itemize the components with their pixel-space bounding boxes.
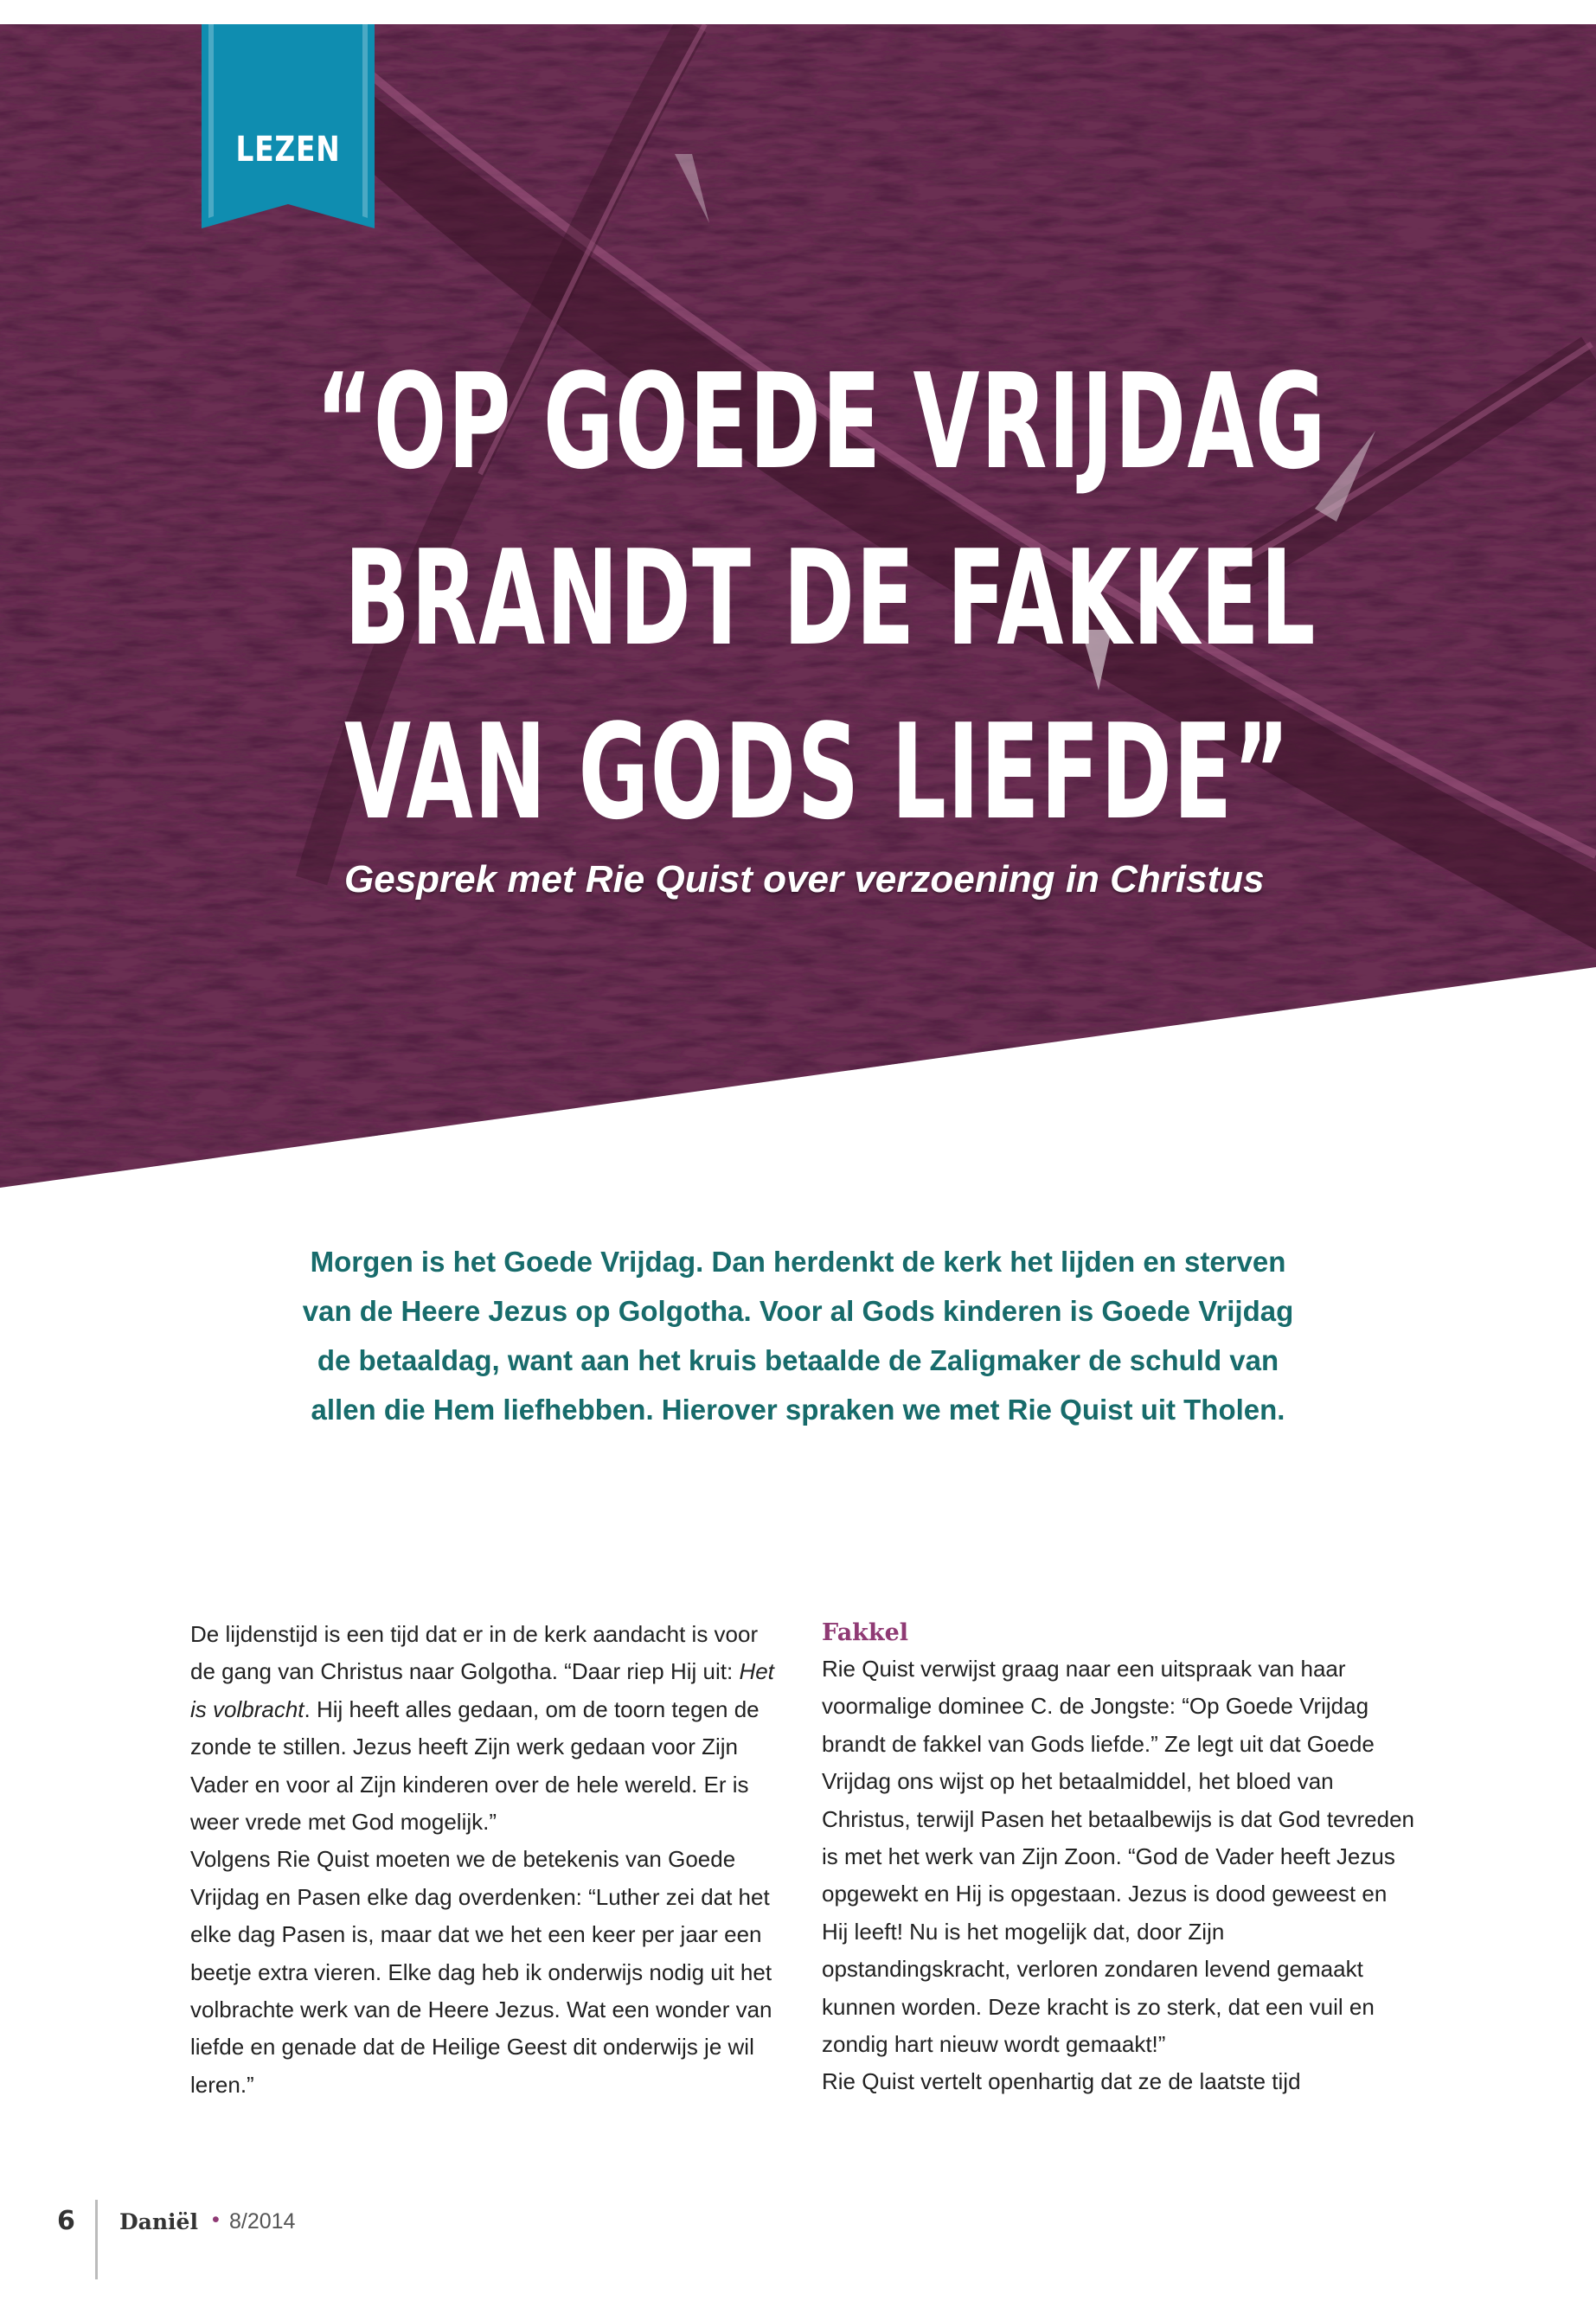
footer-divider <box>95 2200 98 2279</box>
page-number: 6 <box>57 2206 75 2236</box>
headline-line-2: BRANDT DE FAKKEL <box>344 522 1317 675</box>
article-column-right <box>822 1616 1419 2101</box>
section-label: LEZEN <box>235 130 341 170</box>
body-paragraph <box>190 1616 787 1841</box>
paragraph-text: . Hij heeft alles gedaan, om de toorn tegen de zonde te stillen. Jezus heeft Zijn werk gedaan voor Zijn Vader en voor al Zijn kinderen over de hele wereld. Er is weer vrede met God mogelijk.” <box>190 1695 760 1836</box>
headline-line-1: “OP GOEDE VRIJDAG <box>316 345 1327 498</box>
quote-emphasis: Het is volbracht <box>190 1658 774 1722</box>
intro-paragraph: Morgen is het Goede Vrijdag. Dan herdenkt de kerk het lijden en sterven van de Heere Jezus op Golgotha. Voor al Gods kinderen is Goede Vrijdag de betaaldag, want aan het kruis betaalde de Zaligmaker de schuld van allen die Hem liefhebben. Hierover spraken we met Rie Quist uit Tholen. <box>302 1246 1294 1426</box>
body-paragraph: Rie Quist verwijst graag naar een uitspraak van haar voormalige dominee C. de Jongste: “Op Goede Vrijdag brandt de fakkel van Gods liefde.” Ze legt uit dat Goede Vrijdag ons wijst op het betaalmiddel, het bloed van Christus, terwijl Pasen het betaalbewijs is dat God tevreden is met het werk van Zijn Zoon. “God de Vader heeft Jezus opgewekt en Hij is opgestaan. Jezus is dood geweest en Hij leeft! Nu is het mogelijk dat, door Zijn opstandingskracht, verloren zondaren levend gemaakt kunnen worden. Deze kracht is zo sterk, dat een vuil en zondig hart nieuw wordt gemaakt!” <box>822 1656 1415 2058</box>
body-paragraph: Volgens Rie Quist moeten we de betekenis van Goede Vrijdag en Pasen elke dag overdenken: “Luther zei dat het elke dag Pasen is, maar dat we het een keer per jaar een beetje extra vieren. Elke dag heb ik onderwijs nodig uit het volbrachte werk van de Heere Jezus. Wat een wonder van liefde en genade dat de Heilige Geest dit onderwijs je wil leren.” <box>190 1846 772 2098</box>
section-heading: Fakkel <box>822 1619 909 1646</box>
headline-subtitle: Gesprek met Rie Quist over verzoening in Christus <box>344 858 1265 901</box>
section-ribbon <box>202 24 375 228</box>
paragraph-text: De lijdenstijd is een tijd dat er in de kerk aandacht is voor de gang van Christus naar Golgotha. “Daar riep Hij uit: <box>190 1621 759 1685</box>
issue-number: 8/2014 <box>229 2209 296 2234</box>
headline-line-3: VAN GODS LIEFDE” <box>344 695 1292 849</box>
article-column-left <box>190 1616 787 2104</box>
body-paragraph: Rie Quist vertelt openhartig dat ze de laatste tijd <box>822 2068 1301 2095</box>
footer-bullet: • <box>212 2208 220 2232</box>
magazine-name: Daniël <box>119 2209 198 2234</box>
